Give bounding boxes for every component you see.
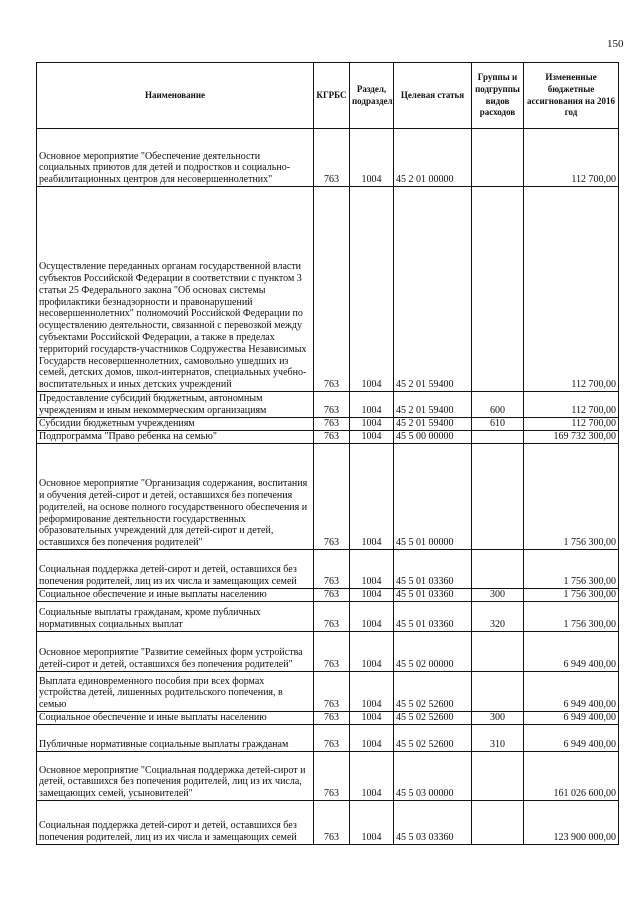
row-group (472, 801, 524, 845)
row-section: 1004 (350, 187, 394, 392)
header-section: Раздел, подраздел (350, 63, 394, 129)
row-group: 600 (472, 392, 524, 418)
row-target: 45 2 01 00000 (394, 129, 472, 187)
row-section: 1004 (350, 589, 394, 602)
row-section: 1004 (350, 418, 394, 431)
row-name: Подпрограмма "Право ребенка на семью" (37, 431, 314, 444)
row-amount: 1 756 300,00 (524, 444, 619, 550)
row-kgrbs: 763 (314, 602, 350, 632)
row-kgrbs: 763 (314, 431, 350, 444)
row-name: Выплата единовременного пособия при всех формах устройства детей, лишенных родительского попечения, в семью (37, 672, 314, 712)
table-row (37, 129, 619, 187)
row-kgrbs: 763 (314, 418, 350, 431)
row-kgrbs: 763 (314, 725, 350, 752)
table-row (37, 418, 619, 431)
header-name: Наименование (37, 63, 314, 129)
row-section: 1004 (350, 801, 394, 845)
row-section: 1004 (350, 129, 394, 187)
table-row (37, 801, 619, 845)
row-amount: 112 700,00 (524, 187, 619, 392)
row-name: Основное мероприятие "Организация содержания, воспитания и обучения детей-сирот и детей, оставшихся без попечения родителей, на основе полного государственного обеспечения и реформирование деятельности государственных образовательных учреждений для детей-сирот и детей, оставшихся без попечения родителей" (37, 444, 314, 550)
table-row (37, 725, 619, 752)
row-kgrbs: 763 (314, 712, 350, 725)
row-section: 1004 (350, 431, 394, 444)
row-group (472, 672, 524, 712)
header-amount: Измененные бюджетные ассигнования на 2016 год (524, 63, 619, 129)
header-target: Целевая статья (394, 63, 472, 129)
table-row (37, 632, 619, 672)
row-kgrbs: 763 (314, 129, 350, 187)
row-target: 45 2 01 59400 (394, 418, 472, 431)
row-target: 45 2 01 59400 (394, 187, 472, 392)
row-group (472, 187, 524, 392)
row-name: Социальные выплаты гражданам, кроме публичных нормативных социальных выплат (37, 602, 314, 632)
row-section: 1004 (350, 392, 394, 418)
row-name: Социальное обеспечение и иные выплаты населению (37, 589, 314, 602)
row-target: 45 2 01 59400 (394, 392, 472, 418)
row-kgrbs: 763 (314, 392, 350, 418)
table-row (37, 550, 619, 589)
row-target: 45 5 01 03360 (394, 589, 472, 602)
row-target: 45 5 03 03360 (394, 801, 472, 845)
row-group (472, 550, 524, 589)
row-amount: 112 700,00 (524, 418, 619, 431)
row-target: 45 5 03 00000 (394, 752, 472, 801)
table-row (37, 602, 619, 632)
header-groups: Группы и подгруппы видов расходов (472, 63, 524, 129)
row-name: Осуществление переданных органам государственной власти субъектов Российской Федерации в соответствии с пунктом 3 статьи 25 Федерального закона "Об основах системы профилактики безнадзорности и правонарушений несовершеннолетних" полномочий Российской Федерации по осуществлению деятельности, связанной с перевозкой между субъектами Российской Федерации, а также в пределах территорий государств-участников Содружества Независимых Государств несовершеннолетних, самовольно ушедших из семей, детских домов, школ-интернатов, специальных учебно-воспитательных и иных детских учреждений (37, 187, 314, 392)
row-kgrbs: 763 (314, 550, 350, 589)
row-name: Предоставление субсидий бюджетным, автономным учреждениям и иным некоммерческим организациям (37, 392, 314, 418)
row-target: 45 5 00 00000 (394, 431, 472, 444)
row-section: 1004 (350, 632, 394, 672)
row-group: 320 (472, 602, 524, 632)
row-kgrbs: 763 (314, 444, 350, 550)
row-name: Социальная поддержка детей-сирот и детей, оставшихся без попечения родителей, лиц из их числа и замещающих семей (37, 550, 314, 589)
row-amount: 123 900 000,00 (524, 801, 619, 845)
table-row (37, 672, 619, 712)
row-target: 45 5 01 00000 (394, 444, 472, 550)
row-amount: 6 949 400,00 (524, 725, 619, 752)
row-group: 610 (472, 418, 524, 431)
row-amount: 1 756 300,00 (524, 550, 619, 589)
row-section: 1004 (350, 712, 394, 725)
row-section: 1004 (350, 444, 394, 550)
row-kgrbs: 763 (314, 632, 350, 672)
row-target: 45 5 02 00000 (394, 632, 472, 672)
row-kgrbs: 763 (314, 187, 350, 392)
row-group: 300 (472, 712, 524, 725)
row-target: 45 5 02 52600 (394, 672, 472, 712)
row-amount: 112 700,00 (524, 392, 619, 418)
row-group: 310 (472, 725, 524, 752)
row-group (472, 632, 524, 672)
row-section: 1004 (350, 752, 394, 801)
table-row (37, 589, 619, 602)
header-kgrbs: КГРБС (314, 63, 350, 129)
row-name: Основное мероприятие "Развитие семейных форм устройства детей-сирот и детей, оставшихся без попечения родителей" (37, 632, 314, 672)
row-kgrbs: 763 (314, 672, 350, 712)
row-group (472, 431, 524, 444)
row-target: 45 5 02 52600 (394, 725, 472, 752)
row-name: Публичные нормативные социальные выплаты гражданам (37, 725, 314, 752)
row-amount: 169 732 300,00 (524, 431, 619, 444)
row-section: 1004 (350, 725, 394, 752)
row-name: Социальная поддержка детей-сирот и детей, оставшихся без попечения родителей, лиц из их числа и замещающих семей (37, 801, 314, 845)
row-kgrbs: 763 (314, 801, 350, 845)
table-row (37, 187, 619, 392)
table-row (37, 444, 619, 550)
table-row (37, 752, 619, 801)
row-group (472, 752, 524, 801)
row-group: 300 (472, 589, 524, 602)
row-kgrbs: 763 (314, 589, 350, 602)
page-number: 150 (607, 38, 624, 50)
row-amount: 6 949 400,00 (524, 712, 619, 725)
row-name: Социальное обеспечение и иные выплаты населению (37, 712, 314, 725)
row-amount: 112 700,00 (524, 129, 619, 187)
row-section: 1004 (350, 602, 394, 632)
row-section: 1004 (350, 672, 394, 712)
row-amount: 6 949 400,00 (524, 672, 619, 712)
row-amount: 1 756 300,00 (524, 602, 619, 632)
row-kgrbs: 763 (314, 752, 350, 801)
table-header-row (37, 63, 619, 129)
row-section: 1004 (350, 550, 394, 589)
row-target: 45 5 02 52600 (394, 712, 472, 725)
table-row (37, 712, 619, 725)
row-target: 45 5 01 03360 (394, 602, 472, 632)
budget-table (36, 62, 619, 845)
row-amount: 1 756 300,00 (524, 589, 619, 602)
row-amount: 161 026 600,00 (524, 752, 619, 801)
row-name: Основное мероприятие "Обеспечение деятельности социальных приютов для детей и подростков и социально-реабилитационных центров для несовершеннолетних" (37, 129, 314, 187)
table-row (37, 431, 619, 444)
row-name: Субсидии бюджетным учреждениям (37, 418, 314, 431)
row-amount: 6 949 400,00 (524, 632, 619, 672)
row-group (472, 444, 524, 550)
row-name: Основное мероприятие "Социальная поддержка детей-сирот и детей, оставшихся без попечения родителей, лиц из их числа, замещающих семей, усыновителей" (37, 752, 314, 801)
row-group (472, 129, 524, 187)
row-target: 45 5 01 03360 (394, 550, 472, 589)
table-row (37, 392, 619, 418)
